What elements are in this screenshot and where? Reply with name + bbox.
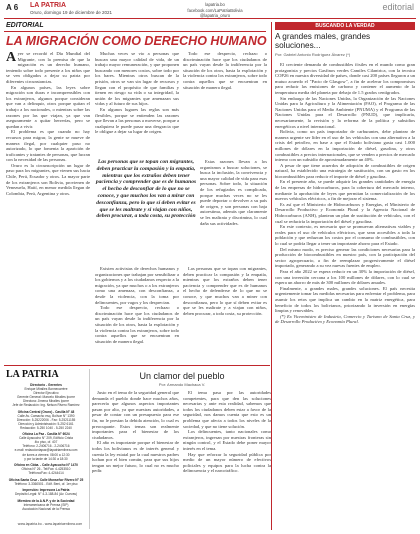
- editorial-label: EDITORIAL: [6, 22, 44, 29]
- website-url[interactable]: www.lapatria.bo - www.lapatriaenlinea.com: [17, 522, 83, 526]
- staff-line: Directorio - Gerentes: [30, 383, 62, 387]
- staff-line: Dirección: 5-25222006 - Fax: 5-25211155: [16, 417, 76, 422]
- paragraph: Oruro es la circunscripción un lugar de paso para los migrantes, que vienen sus hacia Chile, Perú, Ecuador y otros. La mayor parte de los extranjeros son Bolivia, provienen de Venezuela, Haití, en menor medida llegan de Colombia, Perú, Argentina y otros.: [6, 162, 90, 196]
- staff-line: Enrique Miralles Bonnecarrère: [24, 387, 68, 392]
- page-number: A 6: [6, 3, 19, 12]
- paragraph: Todo ese desprecio, rechazo o discriminación hace que los ciudadanos de un país vayan desde la indiferencia por la situación de los otros, hasta la explotación y la violencia contra los extranjeros, sobre todo contra aquellos que se encuentran en situación de manera ilegal.: [95, 305, 179, 344]
- opinion-title: A grandes males, grandes soluciones...: [275, 32, 371, 51]
- staff-logo: LA PATRIA: [6, 369, 59, 380]
- staff-line: de lunes a viernes: 08:00 a 12:30: [22, 452, 70, 457]
- website-link[interactable]: lapatria.bo: [205, 2, 225, 7]
- opinion-body: [275, 62, 415, 528]
- staff-box: [6, 383, 86, 511]
- drop-cap: A: [6, 51, 17, 65]
- staff-line: Depósito Legal: N° 4-3-188-84 (Av. Cuevas): [14, 492, 78, 497]
- opinion-author: Por: Gabriel Antonio Rodríguez Álvarez (*): [275, 52, 351, 57]
- publication-date: Oruro, domingo 19 de diciembre de 2021: [30, 10, 113, 15]
- staff-line: Teléfono: 3-3360501 - Edif. Beni, of. 1er piso: [14, 481, 78, 486]
- paragraph: El creciente demanda de combustibles fósiles en el mundo como gran protagonista y precios Gasfinos verdes Camiles Cilantrica, con la tecnica COP26 en nuestra diversidad de países, donde casi 200 países llegaron a un mutuo acuerdo el "Pacto de Glasgow", a fin de acelerar los compromisos para reducir las emisiones de carbono y contener el aumento de la temperatura media del planeta por debajo de 1.5 grados centígrados.: [275, 62, 415, 95]
- paragraph: Las personas que se topan con migrantes, deben practicar la compasión y la empatía, mientras que los extraños deben tener paciencia y comprender que es de humanos el hecho de defenderse de lo que no se conoce, y que muchos van a miner con desconfianza, pero lo que sí deben evitar es que se les maltrate y a viajan con niños, deben procurar, a toda costa, su protección.: [183, 266, 267, 316]
- paragraph: A pesar de que tiene acuerdos de adopción de combustibles de origen natural, ha establecido una estrategia de sustitución, con un gasto en los biocombustibles para reducir el importe de diésel y gasolina.: [275, 162, 415, 179]
- staff-line: Oficina N° 26 - Tel/Fax: 4-4253510: [21, 467, 71, 472]
- staff-line: 4to piso, of. 407: [34, 440, 58, 445]
- facebook-link[interactable]: facebook.com/LaPatriaBolivia: [187, 7, 243, 13]
- staff-line: Oficina en Cbba. - Calle Ayacucho N° 1470: [14, 463, 78, 468]
- staff-line: Jefe de Redacción: Ing. Nelson Rivero Ramírez: [12, 403, 80, 408]
- paragraph: Estas razones llevan a los organismos a buscar soluciones, se busca la inclusión, la convivencia y una mayor calidad de vida para esas personas. Sobre todo, la situación de los refugiados es complicada, porque muchas veces no se les puede deportar o devolver a su país de origen, y son personas con baja autoestima, además que claramente se les maltrata y discrimina, lo cual daña sus actividades.: [200, 159, 267, 226]
- paragraph: yer se recordó el Día Mundial del Migrante, con la premisa de que la migración es un derecho humano, teniendo sobre todo presente a los niños que se ven obligados a dejar su patria por diferentes circunstancias.: [6, 51, 90, 84]
- paragraph: Bolivia, como un país importador de carburantes, debe plantear de manera urgente ser líder en el uso de los vehículos con una alternativa a la crisis del petróleo, en base a que el Estado boliviano gasta casi 1.000 millones de dólares en la importación de diésel, gasolina, y otros combustibles a precios internacionales, que se venden a precios de mercado interno con un subsidio de aproximadamente un 40%.: [275, 129, 415, 163]
- staff-line: Impresión: Impresora La Patria: [22, 488, 70, 493]
- paragraph: Es así que el Ministerio de Hidrocarburos y Energías, el Ministerio de Desarrollo Productivo y Economía Plural y la Agencia Nacional de Hidrocarburos (ANH), plantean un plan de sustitución de vehículos, con el cual se reduciría la importación del diésel y gasolina.: [275, 201, 415, 224]
- paragraph: Sin embargo de las Naciones Unidas, la Organización de las Naciones Unidas para la Agricultura y la Alimentación (FAO), el Programa de las Naciones Unidas para el Medio Ambiente (PNUMA) y el Programa de las Naciones Unidas para el Desarrollo (PNUD), que implicaría, necesariamente, la revisión y la reforma de la política y subsidios energéticos a nivel internacional.: [275, 95, 415, 129]
- opinion2-column-2: [183, 390, 271, 530]
- editorial-title: LA MIGRACIÓN COMO DERECHO HUMANO: [6, 34, 267, 48]
- paragraph: Para el año 2022 se espera reducir en un 30% la importación de diésel, con una inversión cercana a los 100 millones de dólares, con lo cual se espera un ahorro de más de 300 millones de dólares anuales.: [275, 268, 415, 286]
- paragraph: Hay que reforzar la seguridad pública por medio de un mayor número de efectivos policiales y equipos para la lucha contra la delincuencia y el narcotráfico.: [183, 451, 271, 474]
- staff-line: Asociación Nacional de la Prensa: [22, 506, 70, 511]
- staff-line: Interamericana de Prensa (SIP): [23, 502, 69, 507]
- column-separator: [271, 22, 272, 530]
- staff-line: Dirección y Administración: 5-252 6161: [18, 421, 74, 426]
- staff-line: e-mail: redaccionlapaz@lapatriaenlinea.com: [14, 448, 78, 453]
- editorial-column-2-top: [95, 51, 179, 156]
- paragraph: Existen activistas de derechos humanos y organizaciones que trabajan por sensibilizar a los gobiernos y a los ciudadanos respecto a la migración, ya que muchos o a los extranjeros como una amenaza, con desconfianza, a desde la violencia, con la toma por delincuentes, por vagos y los desprecian.: [95, 266, 179, 305]
- staff-separator: [89, 369, 90, 529]
- paragraph: Muchas veces se vio a personas que buscan una mayor calidad de vida, de un trabajo mayor remuneración, y que proponen buscando con menores costos, sobre todo por los bares. Mientras otros buscan de la prisión, otros se van sin lugar de recursos y llegan con el propósito de que familias y tienen en riesgo su vida o su integridad, la unión de los migrantes que amenazan sus vidas y al futuro de sus hijos.: [95, 51, 179, 107]
- editorial-column-3-mid: [200, 159, 267, 261]
- staff-line: Oficina La Paz - Casilla N° 6024: [22, 432, 70, 437]
- paragraph: En algunos lugares las reglas son más flexibles, porque se entienden las razones que llevan a las personas a moverse, porque a cualquiera le puede pasar una desgracia que le obligue a dejar su lugar de origen.: [95, 106, 179, 135]
- staff-line: Oficina Santa Cruz - Calle Monseñor Rivero N° 25: [8, 477, 84, 482]
- editorial-column-3-bottom: [183, 266, 267, 363]
- staff-line: Calle Ayacucho N° 209, Edificio Crista: [19, 436, 73, 441]
- section-rule: [4, 365, 270, 366]
- paragraph: El año es importante porque el bienestar de todos los bolivianos es de interés general y cuenta la ley estatal por la cual nuestros padres luchan por el bien común, para que sus hijos tengan un mejor futuro, lo cual no es mucho pedir.: [92, 440, 179, 474]
- column-tag: BUSCANDO LA VERDAD: [275, 22, 415, 30]
- staff-line: Calle Av. Camacho esq. Bolívar N° 1390: [17, 413, 75, 418]
- web-info: [160, 2, 270, 19]
- staff-line: Redacción: 5-250 1040 - 5-250 2240: [20, 425, 72, 430]
- opinion2-author: Por: Armando Machaca V.: [158, 382, 206, 387]
- paragraph: En el presente año, se puede adquirir las grandes cantidades de energía de las empresas de hidrocarburos, para la cobertura del mercado interno, mediante la aprobación de leyes que permitan la comercialización de los nuevos vehículos eléctricos, a fin de mejorar el sistema.: [275, 179, 415, 202]
- paragraph: El problema es que cuando no hay recursos para migrar, la gente se mueve de manera ilegal, por cualquier paso no autorizado, lo que fomenta la aparición de traficantes y tratantes de personas, que lucran con la necesidad de las personas.: [6, 129, 90, 163]
- paragraph: En algunos países, las leyes sobre migración son duras e incomprensibles con los extranjeros, algunos porque consideran que van a delinquir, otros porque quitan el trabajo a los nacionales, o mientras sobre las razones por las que viajan, ya que van aseguramente a quitar herrerías, pero se quedan a vivir.: [6, 84, 90, 129]
- editorial-column-3-top: [183, 51, 267, 156]
- paragraph: Justo en el tema de la seguridad general que demanda el pueblo donde hace muchos años, parecería que algunos aspectos importantes pasan por alto, ya que nuestras autoridades, a pesar de contar con un presupuesto para ese fin, no le prestan la debida atención, lo cual es preocupante. Estos temas son realmente importantes para el bienestar de los ciudadanos.: [92, 390, 179, 440]
- opinion2-column-1: [92, 390, 179, 530]
- staff-line: Miembro de la A.N.P. y de la Sociedad: [17, 498, 75, 503]
- section-name: editorial: [382, 2, 414, 12]
- editorial-column-2-bottom: [95, 266, 179, 363]
- staff-line: Director Ejecutivo: [33, 391, 59, 396]
- paragraph: Todo ese desprecio, rechazo o discriminación hace que los ciudadanos de un país vayan desde la indiferencia por la situación de los otros, hasta la explotación y la violencia contra los extranjeros, sobre todo contra aquellos que se encuentran en situación de manera ilegal.: [183, 51, 267, 90]
- staff-line: Oficina Central (Oruro) - Casilla N° 48: [17, 409, 75, 414]
- staff-line: Directora: Jimena Miralles Iporre: [22, 399, 70, 404]
- paragraph: El tema pasa por las autoridades competentes, para que den las soluciones necesarias y ante esta realidad, sabemos que todos los ciudadanos deben estar a favor de la seguridad, nos damos cuenta que esto es un problema que afecta a todos los niveles de la sociedad, y que no tiene solución.: [183, 390, 271, 429]
- paragraph: Del mismo modo, es preciso generar las condiciones necesarias para la producción de biocombustibles en nuestro país, con la participación del sector agropecuario, a fin de reemplazar progresivamente el diésel importado, generando a su vez nuevas fuentes de empleo.: [275, 246, 415, 269]
- staff-line: Gerente General: Marcelo Miralles Iporre: [17, 395, 75, 400]
- staff-line: Teléfono: 2-2406716 - 2-2406716: [22, 444, 70, 449]
- editorial-column-1: [6, 51, 90, 363]
- staff-line: y por la tarde de 14:30 a 18:30: [24, 456, 68, 461]
- paragraph: En este contexto, es necesario que se promuevan alternativas viables y reales para el uso de vehículos eléctricos, que sean accesibles a toda la población y que reduzcan los costos por el consumo de combustibles, con lo cual se podría llegar a tener un importante ahorro para el Estado.: [275, 224, 415, 246]
- pull-quote: Las personas que se topan con migrantes, deben practicar la compasión y la empatía, mientras que los extraños deben tener paciencia y comprender que es de humanos el hecho de desconfiar de lo que no se conoce, y que muchos los van a mirar con desconfianza, pero lo que sí deben evitar es que se les maltrate y si viajan con niños, deben procurar, a toda costa, su protección: [95, 159, 197, 220]
- staff-line: Teléfono/Fax: 4-4244414: [28, 471, 64, 476]
- masthead: LA PATRIA: [30, 2, 67, 9]
- twitter-link[interactable]: @lapatria_oruro: [199, 13, 231, 18]
- opinion2-title: Un clamor del pueblo: [139, 371, 225, 381]
- header-rule: [4, 18, 416, 19]
- editorial-rule: [4, 31, 266, 32]
- paragraph: Finalmente, a grandes males, grandes soluciones. El país necesita urgentemente tomar las medidas necesarias para enfrentar el problema, para asumir los retos que implica un cambio en la matriz energética, para beneficio de todos los bolivianos, priorizando la inversión en energías limpias y renovables.: [275, 285, 415, 314]
- paragraph: Los delincuentes, tanto nacionales como extranjeros, ingresan por nuestras fronteras sin ningún control, y el Estado debe poner mayor interés en el tema.: [183, 429, 271, 451]
- footnote: (*) Ex Viceministro de Industria, Comercio y Turismo de Santa Cruz, y de Desarrollo Productivo y Economía Plural.: [275, 313, 415, 325]
